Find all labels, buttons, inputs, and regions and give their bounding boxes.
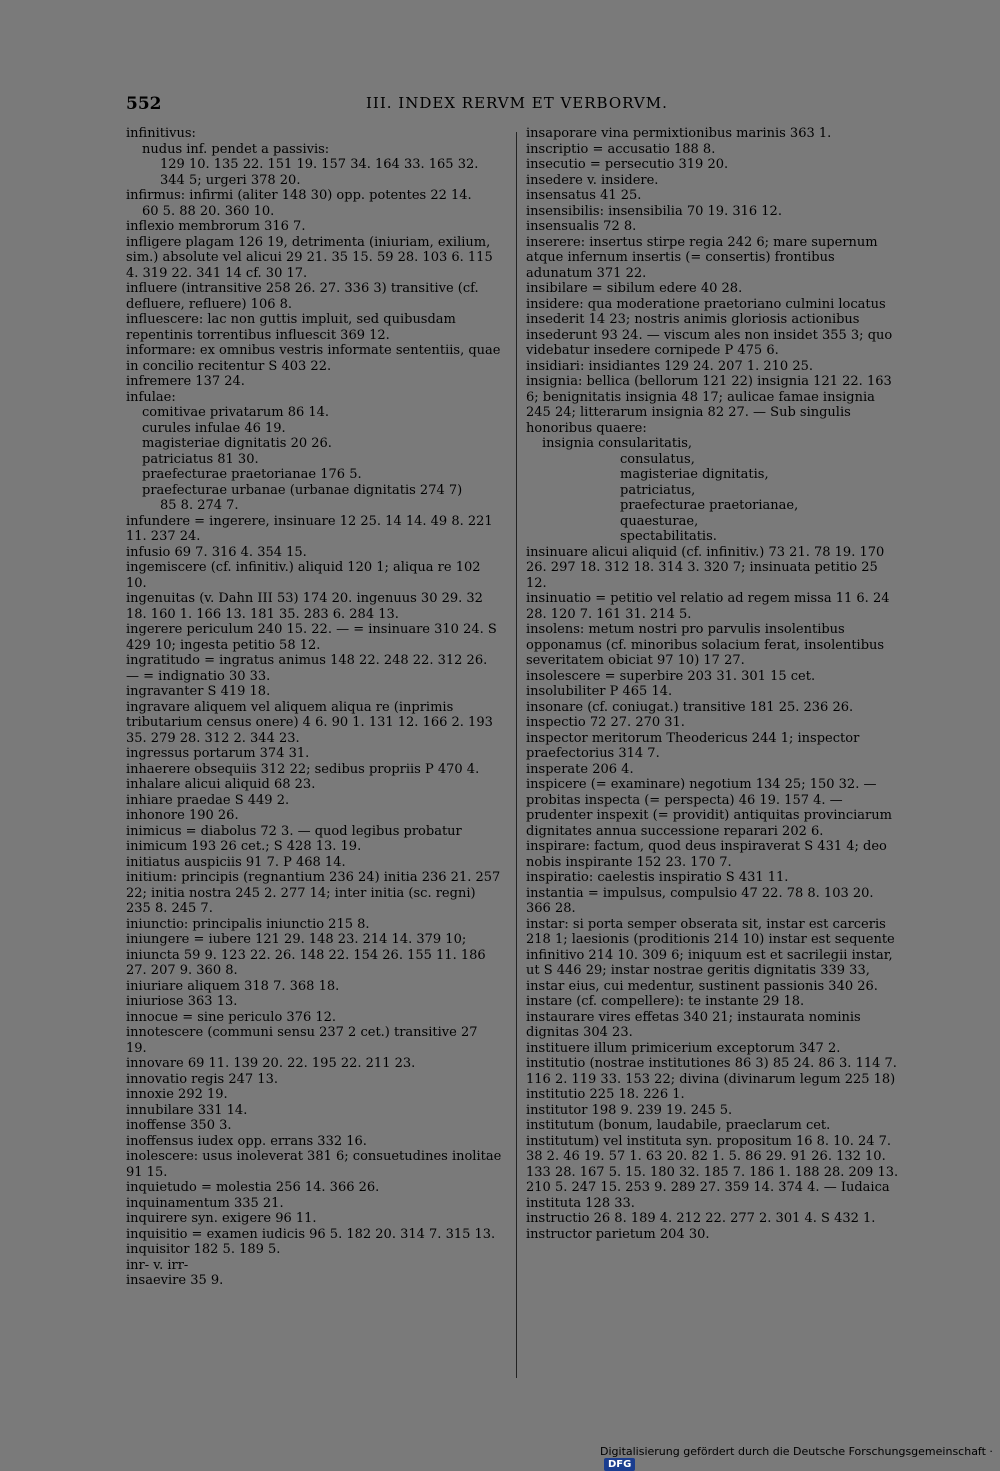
index-entry: insecutio = persecutio 319 20.: [526, 157, 729, 172]
index-entry: instaurare vires effetas 340 21; instaurata nominis dignitas 304 23.: [526, 1009, 861, 1040]
index-entry: insolens: metum nostri pro parvulis insolentibus opponamus (cf. minoribus solacium ferat, insolentibus severitatem obiciat 97 10) 17 27.: [526, 622, 885, 668]
index-entry: insolubiliter P 465 14.: [526, 684, 673, 699]
index-entry: iniuriose 363 13.: [126, 994, 238, 1009]
footer: [600, 1444, 1000, 1470]
index-entry: insignia: bellica (bellorum 121 22) insignia 121 22. 163 6; benignitatis insignia 48 17; aulicae famae insignia 245 24; litterarum insignia 82 27. — Sub singulis honoribus quaere:: [526, 374, 892, 436]
index-entry: insaporare vina permixtionibus marinis 363 1.: [526, 126, 832, 141]
index-entry: inspector meritorum Theodericus 244 1; inspector praefectorius 314 7.: [526, 730, 860, 761]
index-entry: ingravanter S 419 18.: [126, 684, 271, 699]
index-entry: inoffense 350 3.: [126, 1118, 232, 1133]
column-divider: [516, 132, 517, 1378]
index-entry: innubilare 331 14.: [126, 1102, 248, 1118]
index-entry: inflexio membrorum 316 7.: [126, 219, 306, 234]
index-entry: instare (cf. compellere): te instante 29 18.: [526, 994, 805, 1009]
index-entry: inspectio 72 27. 270 31.: [526, 715, 685, 730]
index-entry: instructor parietum 204 30.: [526, 1226, 710, 1242]
index-entry: patriciatus,: [620, 482, 696, 498]
index-entry: praefecturae praetorianae,: [620, 498, 799, 513]
index-entry: infusio 69 7. 316 4. 354 15.: [126, 544, 307, 560]
index-entry: influere (intransitive 258 26. 27. 336 3) transitive (cf. defluere, refluere) 106 8.: [126, 281, 479, 312]
index-entry: quaesturae,: [620, 513, 699, 529]
index-entry: praefecturae urbanae (urbanae dignitatis 274 7): [142, 482, 463, 498]
index-entry: insperate 206 4.: [526, 761, 634, 777]
index-entry: inquisitio = examen iudicis 96 5. 182 20. 314 7. 315 13.: [126, 1226, 496, 1242]
index-entry: influescere: lac non guttis impluit, sed quibusdam repentinis torrentibus influescit 369 12.: [126, 312, 456, 343]
index-entry: inimicus = diabolus 72 3. — quod legibus probatur inimicum 193 26 cet.; S 428 13. 19.: [126, 823, 462, 854]
index-entry: inr- v. irr-: [126, 1257, 189, 1273]
index-entry: iniunctio: principalis iniunctio 215 8.: [126, 916, 370, 932]
index-entry: inquinamentum 335 21.: [126, 1195, 284, 1211]
index-entry: initium: principis (regnantium 236 24) initia 236 21. 257 22; initia nostra 245 2. 277 14; inter initia (sc. regni) 235 8. 245 7.: [126, 870, 501, 916]
index-entry: spectabilitatis.: [620, 529, 717, 544]
dfg-logo: DFG: [604, 1458, 635, 1471]
index-entry: instructio 26 8. 189 4. 212 22. 277 2. 301 4. S 432 1.: [526, 1211, 876, 1226]
index-entry: curules infulae 46 19.: [142, 420, 286, 436]
page-number: 552: [126, 94, 162, 114]
index-entry: insensualis 72 8.: [526, 219, 637, 234]
index-entry: inspicere (= examinare) negotium 134 25; 150 32. — probitas inspecta (= perspecta) 46 19. 157 4. — prudenter inspexit (= providit) antiquitas provinciarum dignitates annua successione reparari 202 6.: [526, 777, 892, 839]
index-entry: institutio (nostrae institutiones 86 3) 85 24. 86 3. 114 7. 116 2. 119 33. 153 22; divina (divinarum legum 225 18) institutio 225 18. 226 1.: [526, 1056, 897, 1102]
index-entry: inhonore 190 26.: [126, 808, 239, 823]
index-entry: infligere plagam 126 19, detrimenta (iniuriam, exilium, sim.) absolute vel alicui 29 21. 35 15. 59 28. 103 6. 115 4. 319 22. 341 14 cf. 30 17.: [126, 234, 493, 281]
index-entry: insensatus 41 25.: [526, 188, 642, 203]
index-entry: iniuriare aliquem 318 7. 368 18.: [126, 978, 340, 994]
index-entry: 85 8. 274 7.: [160, 498, 239, 513]
index-entry: innovatio regis 247 13.: [126, 1071, 278, 1087]
index-entry: ingenuitas (v. Dahn III 53) 174 20. ingenuus 30 29. 32 18. 160 1. 166 13. 181 35. 283 6. 284 13.: [126, 591, 483, 622]
index-entry: informare: ex omnibus vestris informate sententiis, quae in concilio recitentur S 403 22.: [126, 343, 501, 374]
index-entry: infirmus: infirmi (aliter 148 30) opp. potentes 22 14.: [126, 188, 472, 203]
index-entry: comitivae privatarum 86 14.: [142, 405, 330, 420]
index-entry: inhiare praedae S 449 2.: [126, 792, 290, 808]
index-entry: insaevire 35 9.: [126, 1273, 224, 1288]
page-header: [126, 94, 886, 122]
index-entry: innovare 69 11. 139 20. 22. 195 22. 211 23.: [126, 1056, 416, 1071]
index-entry: insolescere = superbire 203 31. 301 15 cet.: [526, 668, 816, 684]
index-entry: instantia = impulsus, compulsio 47 22. 78 8. 103 20. 366 28.: [526, 885, 874, 916]
index-entry: infremere 137 24.: [126, 374, 245, 389]
left-column: [126, 126, 502, 1289]
index-entry: insinuatio = petitio vel relatio ad regem missa 11 6. 24 28. 120 7. 161 31. 214 5.: [526, 591, 890, 622]
index-entry: inhaerere obsequiis 312 22; sedibus propriis P 470 4.: [126, 761, 480, 777]
index-entry: instituere illum primicerium exceptorum 347 2.: [526, 1040, 841, 1056]
index-entry: infundere = ingerere, insinuare 12 25. 14 14. 49 8. 221 11. 237 24.: [126, 513, 493, 544]
index-entry: ingravare aliquem vel aliquem aliqua re (inprimis tributarium census onere) 4 6. 90 1. 131 12. 166 2. 193 35. 279 28. 312 2. 344 23.: [126, 699, 493, 746]
index-entry: 129 10. 135 22. 151 19. 157 34. 164 33. 165 32.: [160, 157, 479, 172]
index-entry: patriciatus 81 30.: [142, 451, 259, 467]
index-entry: initiatus auspiciis 91 7. P 468 14.: [126, 854, 346, 870]
index-entry: ingratitudo = ingratus animus 148 22. 248 22. 312 26. — = indignatio 30 33.: [126, 653, 488, 684]
index-entry: inspirare: factum, quod deus inspiraverat S 431 4; deo nobis inspirante 152 23. 170 7.: [526, 839, 887, 870]
index-entry: insidere: qua moderatione praetoriano culmini locatus insederit 14 23; nostris animis gloriosis actionibus insederunt 93 24. — viscum ales non insidet 355 3; quo videbatur insedere cornipede P 475 6.: [526, 296, 893, 358]
index-entry: inolescere: usus inoleverat 381 6; consuetudines inolitae 91 15.: [126, 1149, 502, 1180]
index-entry: insinuare alicui aliquid (cf. infinitiv.) 73 21. 78 19. 170 26. 297 18. 312 18. 314 3. 320 7; insinuata petitio 25 12.: [526, 544, 885, 591]
index-entry: innocue = sine periculo 376 12.: [126, 1009, 337, 1025]
index-entry: inoffensus iudex opp. errans 332 16.: [126, 1133, 367, 1149]
index-entry: insonare (cf. coniugat.) transitive 181 25. 236 26.: [526, 699, 854, 715]
running-title: III. INDEX RERVM ET VERBORVM.: [366, 94, 668, 112]
index-entry: ingressus portarum 374 31.: [126, 746, 310, 761]
index-entry: inquirere syn. exigere 96 11.: [126, 1211, 317, 1226]
index-entry: ingemiscere (cf. infinitiv.) aliquid 120 1; aliqua re 102 10.: [126, 560, 481, 591]
index-entry: insidiari: insidiantes 129 24. 207 1. 210 25.: [526, 358, 814, 374]
index-entry: infinitivus:: [126, 126, 196, 141]
index-entry: infulae:: [126, 389, 176, 405]
index-entry: inquisitor 182 5. 189 5.: [126, 1242, 281, 1257]
index-entry: inserere: insertus stirpe regia 242 6; mare supernum atque infernum insertis (= consertis) frontibus adunatum 371 22.: [526, 234, 878, 281]
index-entry: magisteriae dignitatis,: [620, 467, 769, 482]
index-entry: praefecturae praetorianae 176 5.: [142, 467, 362, 482]
index-entry: inscriptio = accusatio 188 8.: [526, 141, 716, 157]
index-entry: magisteriae dignitatis 20 26.: [142, 436, 332, 451]
index-entry: insedere v. insidere.: [526, 172, 659, 188]
index-entry: insibilare = sibilum edere 40 28.: [526, 281, 743, 296]
index-entry: 60 5. 88 20. 360 10.: [142, 203, 275, 219]
index-entry: insignia consularitatis,: [542, 436, 693, 451]
index-entry: innotescere (communi sensu 237 2 cet.) transitive 27 19.: [126, 1025, 478, 1056]
index-entry: instar: si porta semper obserata sit, instar est carceris 218 1; laesionis (proditionis 214 10) instar est sequente infinitivo 214 10. 309 6; iniquum est et sacrilegii instar, ut S 446 29; instar nostrae geritis dignitatis 339 33, instar eius, cui medentur, sustinent passionis 340 26.: [526, 916, 895, 994]
index-entry: insensibilis: insensibilia 70 19. 316 12.: [526, 203, 782, 219]
index-entry: inhalare alicui aliquid 68 23.: [126, 777, 316, 792]
index-entry: nudus inf. pendet a passivis:: [142, 141, 330, 157]
index-entry: institutor 198 9. 239 19. 245 5.: [526, 1102, 733, 1118]
index-entry: inquietudo = molestia 256 14. 366 26.: [126, 1180, 380, 1195]
index-entry: innoxie 292 19.: [126, 1087, 228, 1102]
index-entry: 344 5; urgeri 378 20.: [160, 172, 301, 188]
right-column: [526, 126, 902, 1242]
index-entry: iniungere = iubere 121 29. 148 23. 214 14. 379 10; iniuncta 59 9. 123 22. 26. 148 22. 154 26. 155 11. 186 27. 207 9. 360 8.: [126, 932, 486, 978]
index-entry: institutum (bonum, laudabile, praeclarum cet. institutum) vel instituta syn. propositum 16 8. 10. 24 7. 38 2. 46 19. 57 1. 63 20. 82 1. 5. 86 29. 91 26. 132 10. 133 28. 167 5. 15. 180 32. 185 7. 186 1. 188 28. 209 13. 210 5. 247 15. 253 9. 289 27. 359 14. 374 4. — Iudaica instituta 128 33.: [526, 1118, 899, 1211]
index-entry: ingerere periculum 240 15. 22. — = insinuare 310 24. S 429 10; ingesta petitio 58 12.: [126, 622, 497, 653]
index-entry: consulatus,: [620, 451, 695, 467]
footer-credit: Digitalisierung gefördert durch die Deutsche Forschungsgemeinschaft ·: [600, 1444, 993, 1458]
index-entry: inspiratio: caelestis inspiratio S 431 11.: [526, 870, 789, 885]
